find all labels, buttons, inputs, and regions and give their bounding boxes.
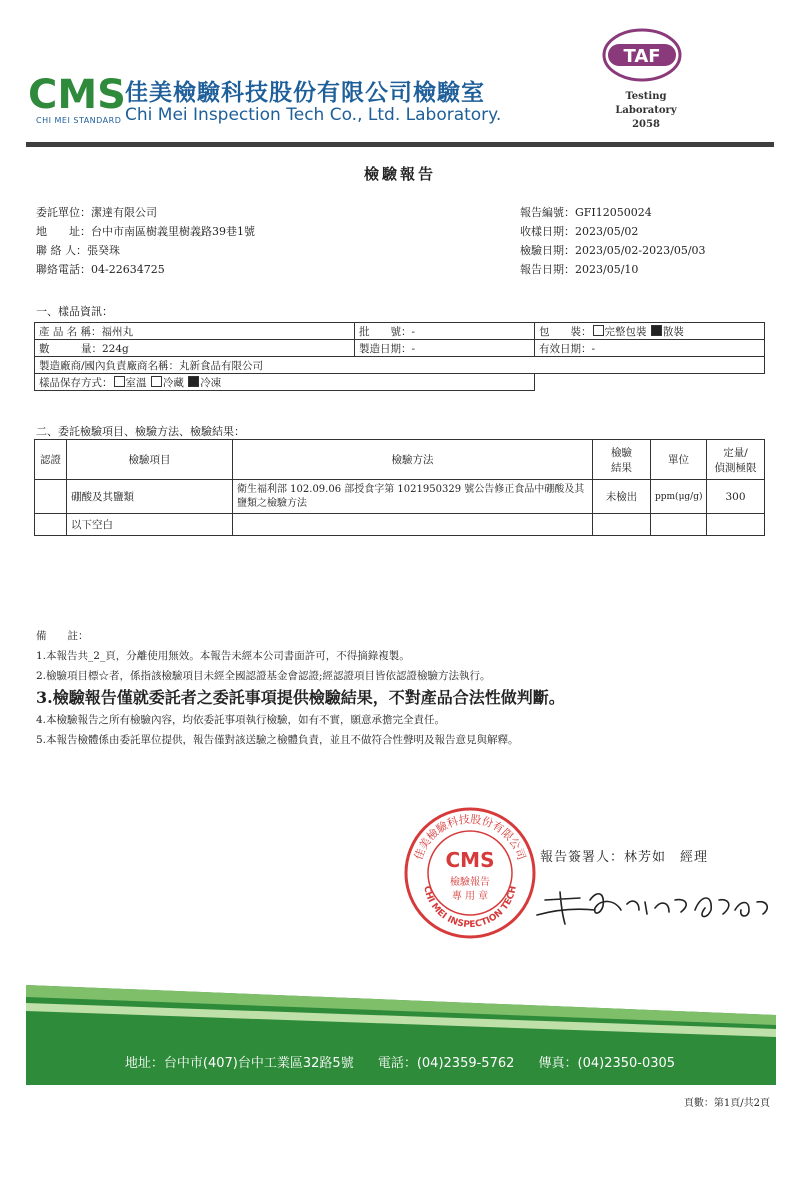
footer-fax: 傳真：(04)2350-0305	[538, 1056, 676, 1071]
row-item: 硼酸及其鹽類	[67, 480, 233, 514]
table-row	[35, 514, 765, 536]
storage-option-frozen: 冷凍	[200, 376, 222, 389]
results-section-title: 二、委託檢驗項目、檢驗方法、檢驗結果：	[36, 425, 245, 438]
row-result: 未檢出	[593, 480, 651, 514]
row-method: 衛生福利部 102.09.06 部授食字第 1021950329 號公告修正食品中硼酸及其鹽類之檢驗方法	[233, 480, 593, 514]
manufacturer: 製造廠商/國內負責廠商名稱：丸新食品有限公司	[35, 357, 765, 374]
taf-logo	[602, 28, 682, 82]
checkbox-empty-icon	[114, 376, 125, 387]
page-title: 檢驗報告	[363, 165, 436, 183]
footer-address: 地址：台中市(407)台中工業區32路5號	[124, 1056, 354, 1071]
footer-contact	[0, 1052, 800, 1071]
note-2: 2.檢驗項目標☆者，係指該檢驗項目未經全國認證基金會認證;經認證項目皆依認證檢驗方法執行。	[36, 670, 491, 682]
report-number: 報告編號：GFI12050024	[520, 206, 652, 219]
row-limit: 300	[707, 480, 765, 514]
report-info	[520, 203, 706, 279]
report-date: 報告日期：2023/05/10	[520, 263, 639, 276]
header-limit-line1: 定量/	[723, 446, 748, 459]
notes	[36, 626, 766, 750]
empty-cell	[535, 374, 765, 391]
svg-text:TAF: TAF	[623, 46, 661, 67]
blank-note: 以下空白	[67, 514, 233, 536]
signer: 報告簽署人：林芳如 經理	[540, 850, 709, 865]
report-seal-stamp	[402, 805, 538, 941]
checkbox-checked-icon	[651, 325, 662, 336]
blank-method	[233, 514, 593, 536]
client-address: 地 址：台中市南區樹義里樹義路39巷1號	[36, 225, 255, 238]
checkbox-empty-icon	[151, 376, 162, 387]
storage-option-room: 室溫	[125, 376, 147, 389]
batch-number: 批 號：-	[355, 323, 535, 340]
client-unit: 委託單位：潔達有限公司	[36, 206, 157, 219]
header-rule	[26, 142, 774, 147]
header-item: 檢驗項目	[67, 440, 233, 480]
package-option-bulk: 散裝	[662, 325, 684, 338]
header-result	[593, 440, 651, 480]
page-number: 頁數：第1頁/共2頁	[683, 1098, 770, 1109]
storage-option-fridge: 冷藏	[162, 376, 184, 389]
table-row	[35, 480, 765, 514]
header-method: 檢驗方法	[233, 440, 593, 480]
logo-standard-text: CHI MEI STANDARD	[36, 116, 122, 125]
storage-label: 樣品保存方式：	[39, 376, 113, 389]
checkbox-empty-icon	[593, 325, 604, 336]
blank-result	[593, 514, 651, 536]
header-result-line1: 檢驗	[611, 446, 632, 459]
svg-text:檢驗報告: 檢驗報告	[450, 877, 490, 888]
client-phone: 聯絡電話：04-22634725	[36, 263, 165, 276]
taf-testing-lab: Testing Laboratory	[615, 91, 677, 116]
taf-number: 2058	[632, 119, 660, 130]
package-label: 包 裝：	[539, 325, 592, 338]
expiry-date: 有效日期：-	[535, 340, 765, 357]
note-3: 3.檢驗報告僅就委託者之委託事項提供檢驗結果，不對產品合法性做判斷。	[36, 688, 565, 707]
header-limit-line2: 偵測極限	[714, 461, 757, 474]
header-unit: 單位	[651, 440, 707, 480]
cms-logo-mark	[28, 72, 126, 118]
received-date: 收樣日期：2023/05/02	[520, 225, 639, 238]
svg-text:佳美檢驗科技股份有限公司: 佳美檢驗科技股份有限公司	[411, 812, 529, 862]
blank-unit	[651, 514, 707, 536]
row-unit: ppm(μg/g)	[651, 480, 707, 514]
svg-text:CMS: CMS	[28, 72, 126, 118]
client-contact: 聯 絡 人：張癸珠	[36, 244, 120, 257]
manufacture-date: 製造日期：-	[355, 340, 535, 357]
test-date: 檢驗日期：2023/05/02-2023/05/03	[520, 244, 706, 257]
svg-text:專 用 章: 專 用 章	[451, 891, 489, 902]
note-1: 1.本報告共_2_頁，分離使用無效。本報告未經本公司書面許可，不得摘錄複製。	[36, 650, 410, 662]
blank-cert	[35, 514, 67, 536]
svg-text:CMS: CMS	[445, 848, 495, 872]
header-limit	[707, 440, 765, 480]
package-option-complete: 完整包裝	[604, 325, 647, 338]
row-cert	[35, 480, 67, 514]
sample-section-title: 一、樣品資訊：	[36, 305, 113, 318]
quantity: 數 量：224g	[35, 340, 355, 357]
notes-heading: 備 註：	[36, 630, 89, 642]
package-cell	[535, 323, 765, 340]
footer-phone: 電話：(04)2359-5762	[377, 1056, 515, 1071]
svg-text:CHI MEI INSPECTION TECH: CHI MEI INSPECTION TECH	[421, 885, 519, 931]
sample-info-table	[34, 322, 765, 391]
taf-caption	[596, 90, 696, 132]
company-name-en: Chi Mei Inspection Tech Co., Ltd. Laboratory.	[125, 105, 502, 125]
note-5: 5.本報告檢體係由委託單位提供，報告僅對該送驗之檢體負責，並且不做符合性聲明及報告意見與解釋。	[36, 734, 519, 746]
company-name-zh: 佳美檢驗科技股份有限公司檢驗室	[125, 80, 485, 106]
product-name: 產 品 名 稱：福州丸	[35, 323, 355, 340]
handwritten-signature	[535, 880, 775, 930]
header-result-line2: 結果	[611, 461, 632, 474]
note-4: 4.本檢驗報告之所有檢驗內容，均依委託事項執行檢驗，如有不實，願意承擔完全責任。	[36, 714, 446, 726]
blank-limit	[707, 514, 765, 536]
checkbox-checked-icon	[188, 376, 199, 387]
results-table	[34, 439, 765, 536]
client-info	[36, 203, 255, 279]
header-cert: 認證	[35, 440, 67, 480]
storage-cell	[35, 374, 535, 391]
